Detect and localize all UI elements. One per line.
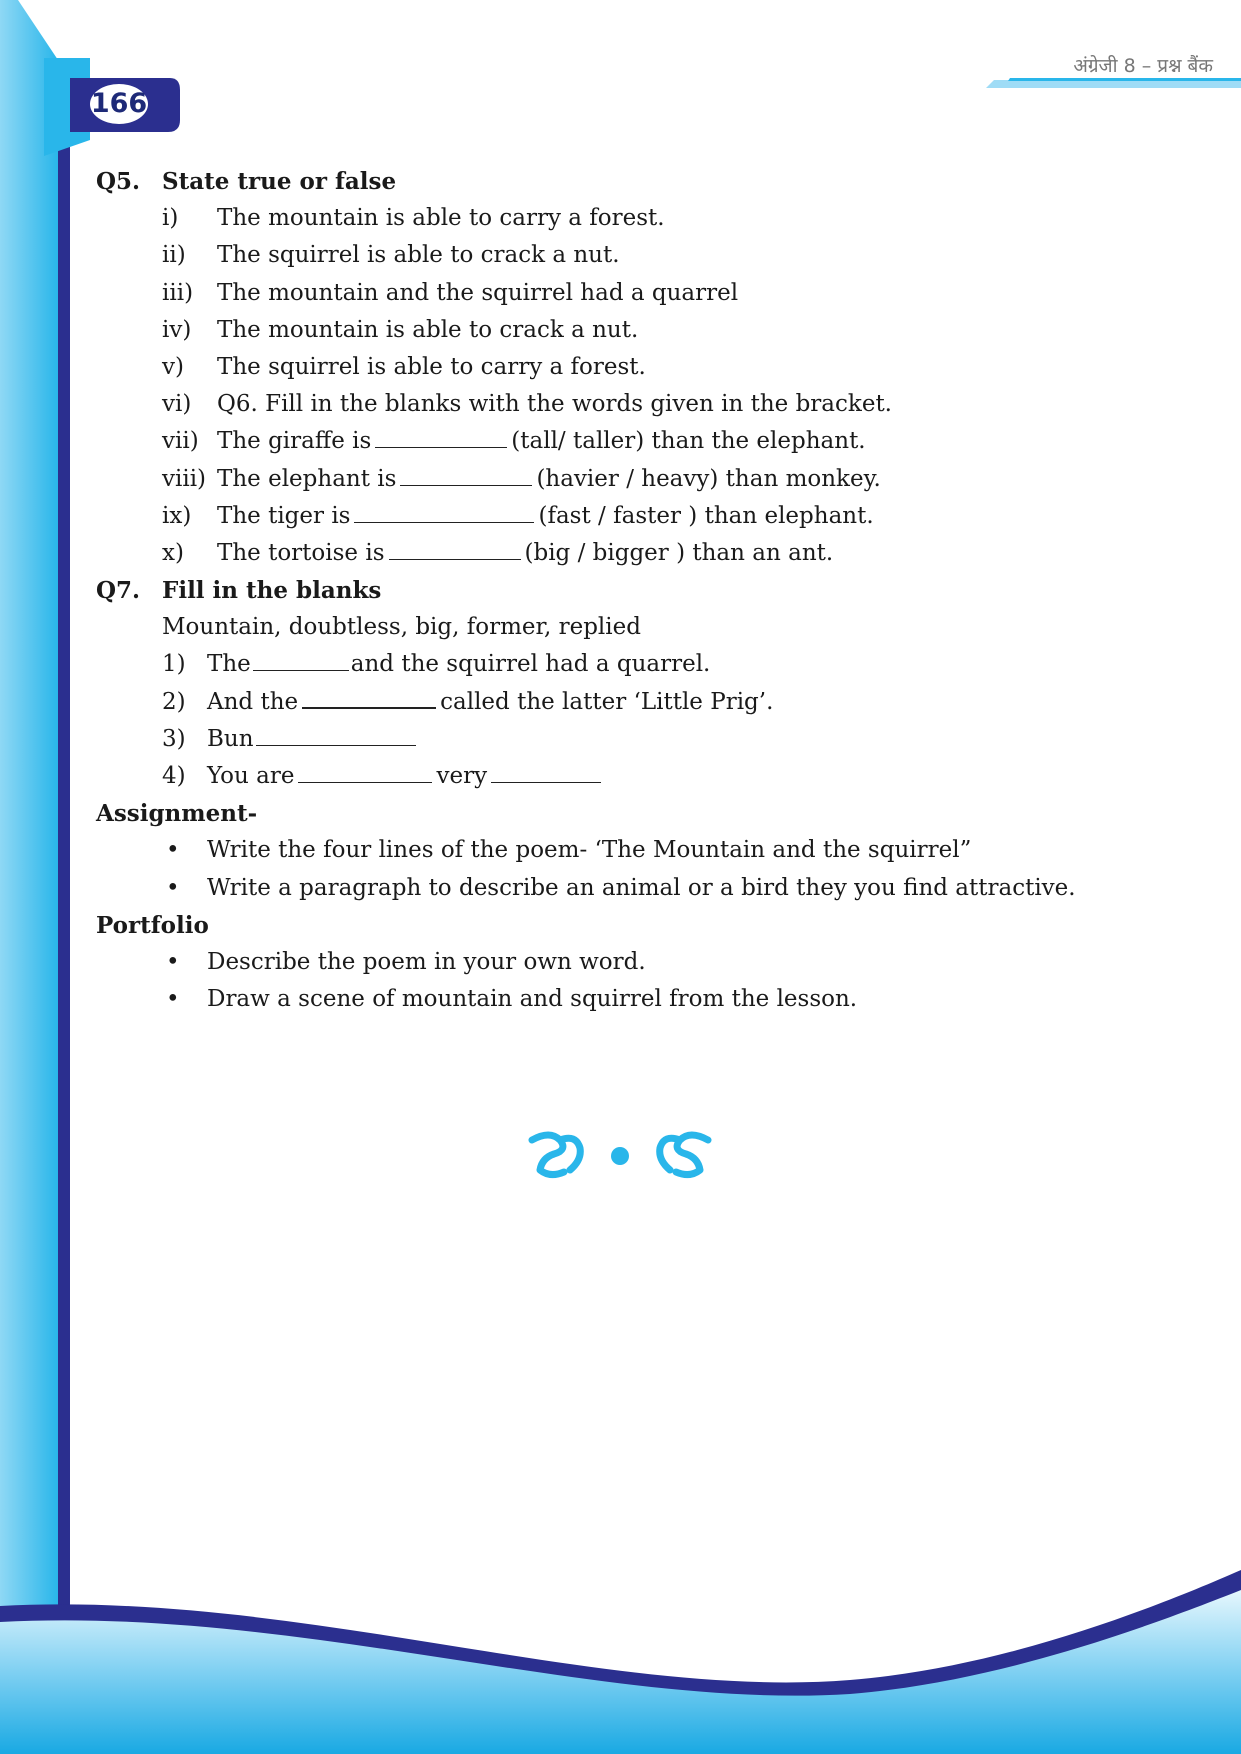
list-item — [96, 721, 1176, 758]
item-number: viii) — [162, 465, 207, 492]
item-number: vi) — [162, 391, 192, 418]
list-item — [96, 832, 1176, 869]
list-item — [96, 535, 1176, 572]
list-item — [96, 646, 1176, 683]
item-text — [207, 684, 773, 721]
list-item — [96, 200, 1176, 237]
item-text — [217, 498, 874, 535]
text-before-blank: The giraffe is — [217, 428, 372, 455]
list-item — [96, 237, 1176, 274]
item-text: Write the four lines of the poem- ‘The Mountain and the squirrel” — [207, 837, 972, 864]
answer-blank[interactable] — [389, 558, 521, 560]
text-before-blank: The tiger is — [217, 502, 351, 529]
answer-blank[interactable] — [298, 781, 432, 783]
answer-blank[interactable] — [375, 446, 507, 448]
text-after-blank: and the squirrel had a quarrel. — [350, 651, 711, 678]
portfolio-heading-row — [96, 907, 1176, 944]
text-before-blank: You are — [207, 763, 295, 789]
book-header-title: अंग्रेजी 8 – प्रश्न बैंक — [1073, 55, 1213, 77]
bullet-icon: • — [166, 874, 180, 901]
item-text: Write a paragraph to describe an animal or a bird they you find attractive. — [207, 874, 1076, 901]
list-item — [96, 870, 1176, 907]
item-number: iv) — [162, 316, 192, 343]
text-before-blank: The elephant is — [217, 465, 397, 492]
item-text — [217, 535, 833, 572]
text-before-blank: Bun — [207, 725, 254, 752]
text-after-blank: (fast / faster ) than elephant. — [538, 502, 874, 529]
text-between-blanks: very — [436, 763, 488, 789]
list-item — [96, 275, 1176, 312]
assignment-heading-row — [96, 795, 1176, 832]
text-before-blank: The — [207, 651, 251, 678]
item-text: Q6. Fill in the blanks with the words given in the bracket. — [217, 391, 892, 418]
item-number: v) — [162, 353, 184, 380]
list-item — [96, 312, 1176, 349]
q7-label: Q7. — [96, 577, 141, 605]
list-item — [96, 981, 1176, 1018]
q7-title: Fill in the blanks — [162, 577, 382, 605]
answer-blank[interactable] — [354, 521, 534, 523]
text-before-blank: And the — [207, 688, 299, 715]
item-text — [207, 758, 605, 795]
q5-label: Q5. — [96, 168, 141, 195]
item-number: 2) — [162, 688, 186, 715]
bullet-icon: • — [166, 986, 180, 1013]
item-text — [207, 721, 420, 758]
item-text — [217, 423, 866, 460]
item-number: ii) — [162, 242, 186, 269]
portfolio-heading: Portfolio — [96, 911, 209, 939]
assignment-heading: Assignment- — [96, 800, 258, 828]
bullet-icon: • — [166, 837, 180, 864]
item-number: 1) — [162, 651, 186, 678]
item-text — [217, 461, 881, 498]
item-number: ix) — [162, 502, 192, 529]
text-after-blank: (havier / heavy) than monkey. — [536, 465, 881, 492]
q5-title: State true or false — [162, 168, 397, 195]
text-after-blank: called the latter ‘Little Prig’. — [440, 688, 774, 715]
list-item — [96, 461, 1176, 498]
text-after-blank: (big / bigger ) than an ant. — [524, 539, 834, 566]
item-text: The mountain and the squirrel had a quarrel — [217, 279, 739, 306]
list-item — [96, 684, 1176, 721]
item-number: 4) — [162, 763, 186, 789]
word-bank: Mountain, doubtless, big, former, replied — [162, 614, 641, 641]
worksheet-content — [96, 163, 1176, 1018]
item-text: The squirrel is able to crack a nut. — [217, 242, 620, 269]
item-number: i) — [162, 205, 179, 232]
item-number: 3) — [162, 725, 186, 752]
page-number: 166 — [90, 84, 148, 124]
item-text: Describe the poem in your own word. — [207, 948, 646, 975]
answer-blank[interactable] — [256, 744, 416, 746]
q5-heading — [96, 163, 1176, 200]
list-item — [96, 498, 1176, 535]
text-before-blank: The tortoise is — [217, 539, 385, 566]
word-bank-row — [96, 609, 1176, 646]
q7-heading — [96, 572, 1176, 609]
item-text: The mountain is able to crack a nut. — [217, 316, 639, 343]
bullet-icon: • — [166, 948, 180, 975]
item-number: iii) — [162, 279, 194, 306]
answer-blank[interactable] — [400, 484, 532, 486]
item-text: The squirrel is able to carry a forest. — [217, 353, 646, 380]
end-ornament-icon — [520, 1126, 720, 1182]
item-number: x) — [162, 539, 184, 566]
item-text: The mountain is able to carry a forest. — [217, 205, 665, 232]
list-item — [96, 944, 1176, 981]
item-number: vii) — [162, 428, 199, 455]
answer-blank[interactable] — [302, 706, 436, 709]
text-after-blank: (tall/ taller) than the elephant. — [511, 428, 866, 455]
list-item — [96, 386, 1176, 423]
list-item — [96, 423, 1176, 460]
answer-blank[interactable] — [253, 669, 349, 671]
answer-blank[interactable] — [491, 781, 601, 783]
list-item — [96, 758, 1176, 795]
item-text — [207, 646, 710, 683]
list-item — [96, 349, 1176, 386]
item-text: Draw a scene of mountain and squirrel from the lesson. — [207, 986, 858, 1013]
